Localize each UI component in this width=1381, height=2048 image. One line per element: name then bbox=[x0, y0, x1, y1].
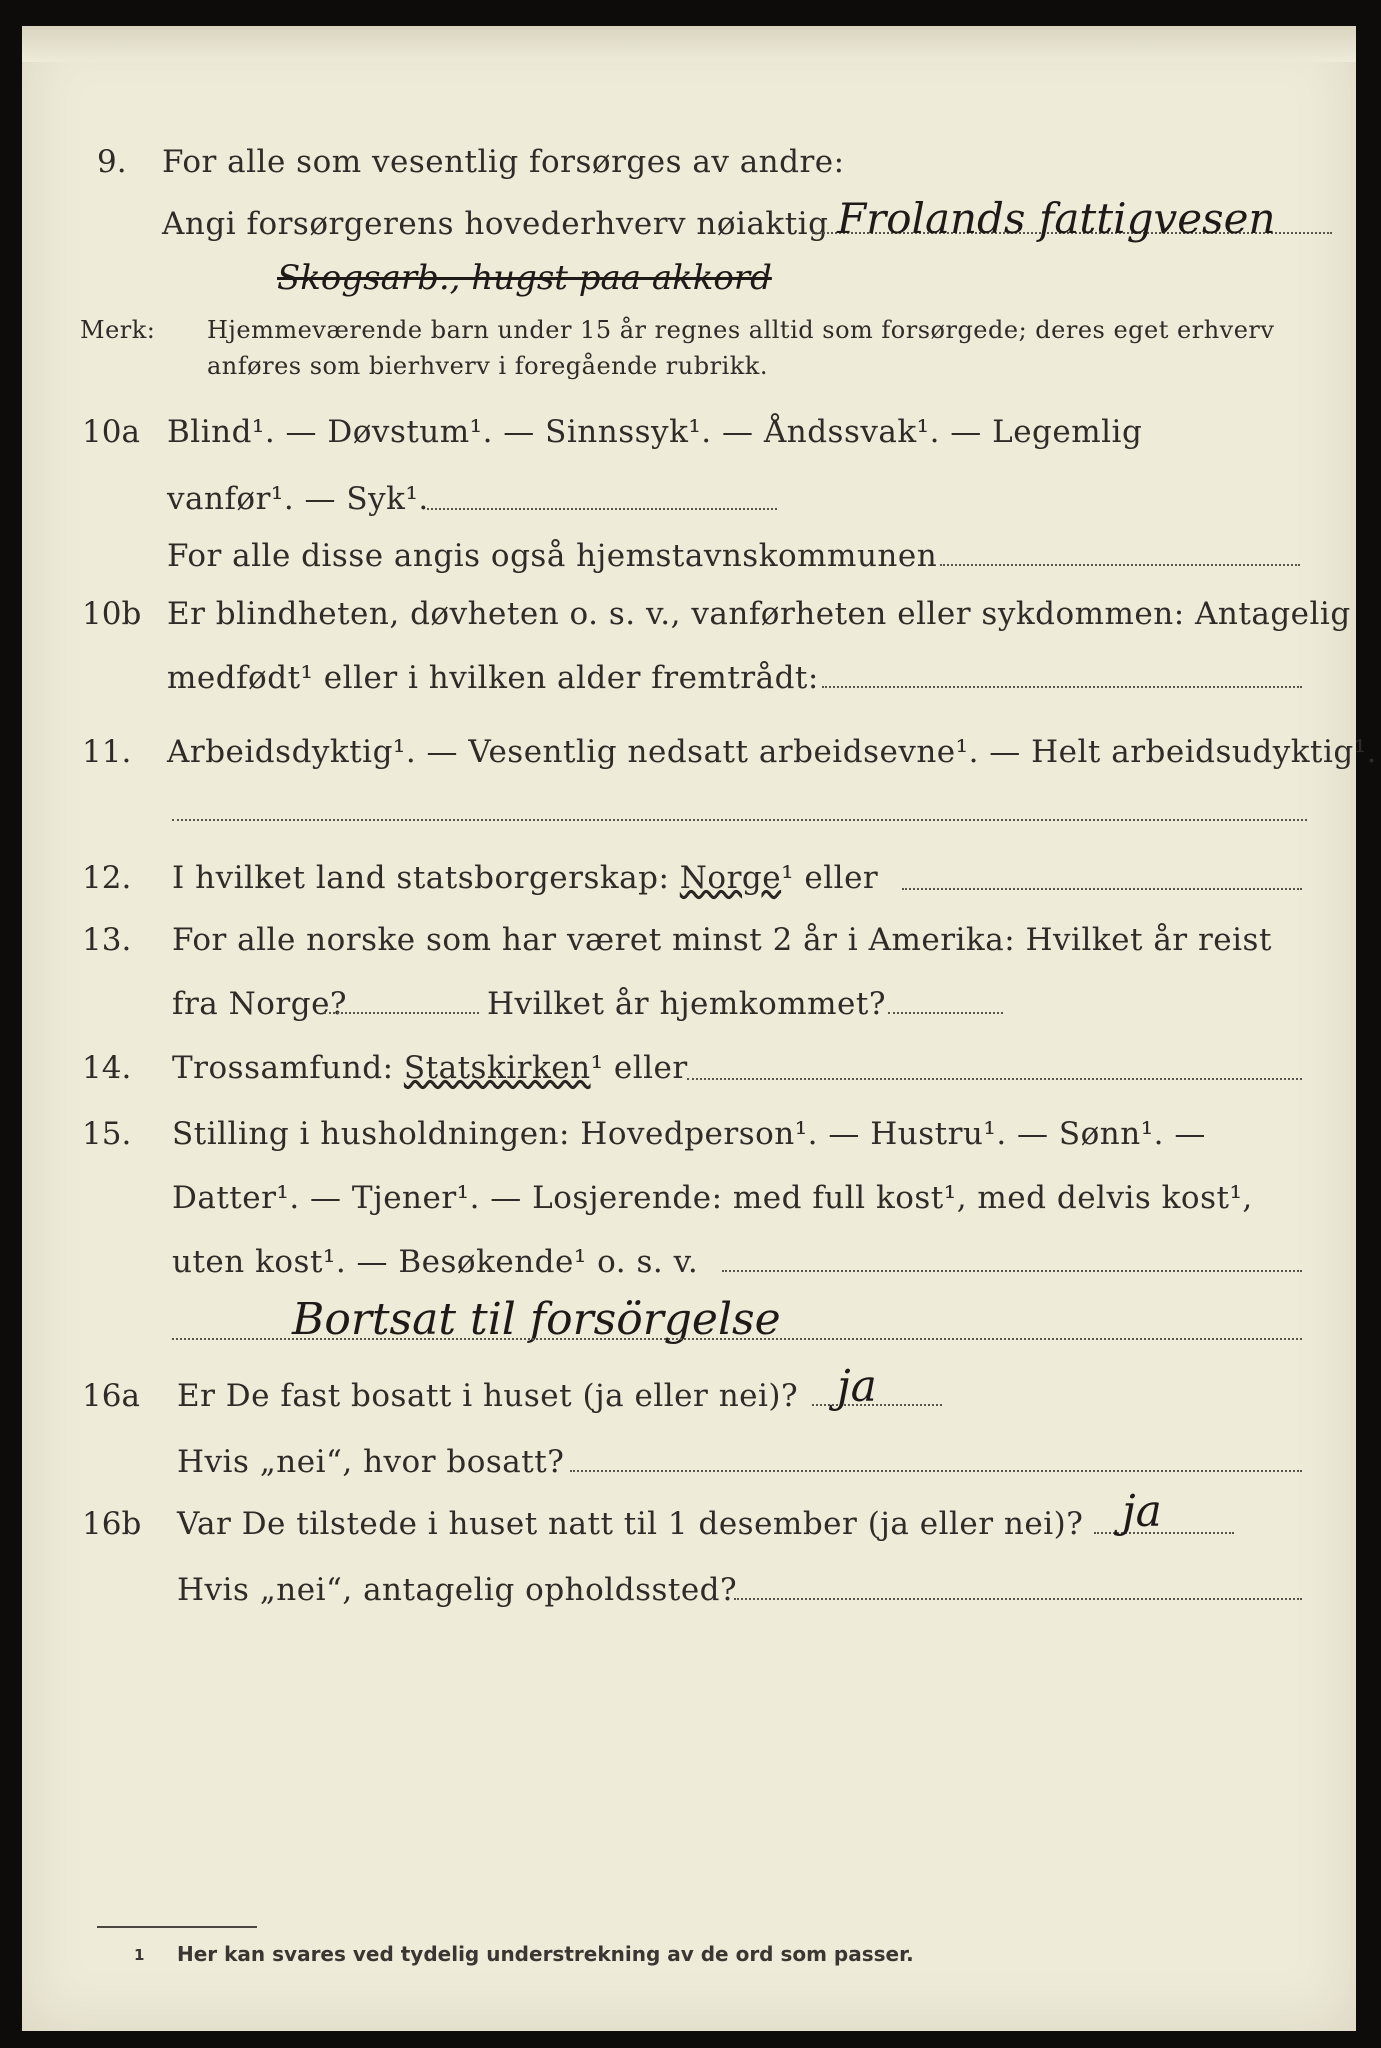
q16a-bosatt-line bbox=[570, 1470, 1302, 1472]
q16b-handwritten-answer: ja bbox=[1122, 1486, 1162, 1537]
q10a-line3: For alle disse angis også hjemstavnskommunen bbox=[167, 538, 938, 574]
merk-line2: anføres som bierhverv i foregående rubrikk. bbox=[207, 352, 768, 380]
q10b-answer-line bbox=[822, 686, 1302, 688]
q15-handwritten-answer: Bortsat til forsörgelse bbox=[292, 1294, 781, 1345]
q15-line1: Stilling i husholdningen: Hovedperson¹. — Hustru¹. — Sønn¹. — bbox=[172, 1116, 1206, 1152]
q15-answer-line bbox=[172, 1338, 1302, 1340]
q16b-opholdssted-line bbox=[734, 1598, 1302, 1600]
q10a-number: 10a bbox=[82, 414, 140, 450]
page-top-edge bbox=[22, 26, 1356, 62]
q14-prefix: Trossamfund: bbox=[172, 1050, 394, 1086]
q13-line2a: fra Norge? bbox=[172, 986, 348, 1022]
q10b-number: 10b bbox=[82, 596, 142, 632]
q12-answer-line bbox=[902, 888, 1302, 890]
q16b-line2: Hvis „nei“, antagelig opholdssted? bbox=[177, 1572, 738, 1608]
q16a-answer-line bbox=[812, 1404, 942, 1406]
q16b-answer-line bbox=[1094, 1532, 1234, 1534]
q9-struck-answer: Skogsarb., hugst paa akkord bbox=[277, 258, 772, 298]
q13-reist-line bbox=[324, 1012, 479, 1014]
q13-line1: For alle norske som har været minst 2 år i Amerika: Hvilket år reist bbox=[172, 922, 1272, 958]
q16a-number: 16a bbox=[82, 1378, 140, 1414]
q12-line bbox=[172, 860, 878, 896]
q9-number: 9. bbox=[97, 144, 127, 180]
merk-label: Merk: bbox=[80, 316, 156, 344]
q12-number: 12. bbox=[82, 860, 132, 896]
q10b-line2: medfødt¹ eller i hvilken alder fremtrådt: bbox=[167, 660, 819, 696]
q12-suffix: ¹ eller bbox=[781, 860, 879, 896]
q13-number: 13. bbox=[82, 922, 132, 958]
q14-line bbox=[172, 1050, 688, 1086]
q14-statskirken-option[interactable]: Statskirken bbox=[403, 1050, 591, 1086]
q10a-hjemstavn-line bbox=[940, 564, 1300, 566]
q10b-line1: Er blindheten, døvheten o. s. v., vanførheten eller sykdommen: Antagelig bbox=[167, 596, 1351, 632]
q13-hjemkommet-line bbox=[888, 1012, 1003, 1014]
q14-answer-line bbox=[687, 1078, 1302, 1080]
q15-line3-dots bbox=[722, 1270, 1302, 1272]
q14-suffix: ¹ eller bbox=[590, 1050, 688, 1086]
q16b-line1: Var De tilstede i huset natt til 1 desember (ja eller nei)? bbox=[177, 1506, 1084, 1542]
q9-line1: For alle som vesentlig forsørges av andre: bbox=[162, 144, 845, 180]
q11-answer-line bbox=[172, 819, 1307, 821]
q10a-line2: vanfør¹. — Syk¹. bbox=[167, 481, 429, 517]
q12-prefix: I hvilket land statsborgerskap: bbox=[172, 860, 670, 896]
q16a-line2: Hvis „nei“, hvor bosatt? bbox=[177, 1444, 565, 1480]
q16a-line1: Er De fast bosatt i huset (ja eller nei)? bbox=[177, 1378, 799, 1414]
q15-line2: Datter¹. — Tjener¹. — Losjerende: med full kost¹, med delvis kost¹, bbox=[172, 1180, 1253, 1216]
q15-number: 15. bbox=[82, 1116, 132, 1152]
footnote-mark: 1 bbox=[134, 1946, 145, 1964]
q10a-line1: Blind¹. — Døvstum¹. — Sinnssyk¹. — Åndssvak¹. — Legemlig bbox=[167, 414, 1143, 450]
q11-number: 11. bbox=[82, 734, 132, 770]
q9-line2: Angi forsørgerens hovederhverv nøiaktig bbox=[162, 206, 829, 242]
q16a-handwritten-answer: ja bbox=[837, 1361, 877, 1412]
q16b-number: 16b bbox=[82, 1506, 142, 1542]
q10a-syk-line bbox=[427, 508, 777, 510]
footnote-text: Her kan svares ved tydelig understrekning av de ord som passer. bbox=[177, 1942, 914, 1966]
census-form-page bbox=[22, 26, 1378, 2031]
q11-line1: Arbeidsdyktig¹. — Vesentlig nedsatt arbeidsevne¹. — Helt arbeidsudyktig¹. bbox=[167, 734, 1378, 770]
q9-handwritten-answer: Frolands fattigvesen bbox=[837, 194, 1276, 243]
merk-line1: Hjemmeværende barn under 15 år regnes alltid som forsørgede; deres eget erhverv bbox=[207, 316, 1275, 344]
q12-norge-option[interactable]: Norge bbox=[679, 860, 782, 896]
q13-line2b: Hvilket år hjemkommet? bbox=[487, 986, 886, 1022]
q14-number: 14. bbox=[82, 1050, 132, 1086]
footnote-rule bbox=[97, 1926, 257, 1928]
q15-line3: uten kost¹. — Besøkende¹ o. s. v. bbox=[172, 1244, 699, 1280]
